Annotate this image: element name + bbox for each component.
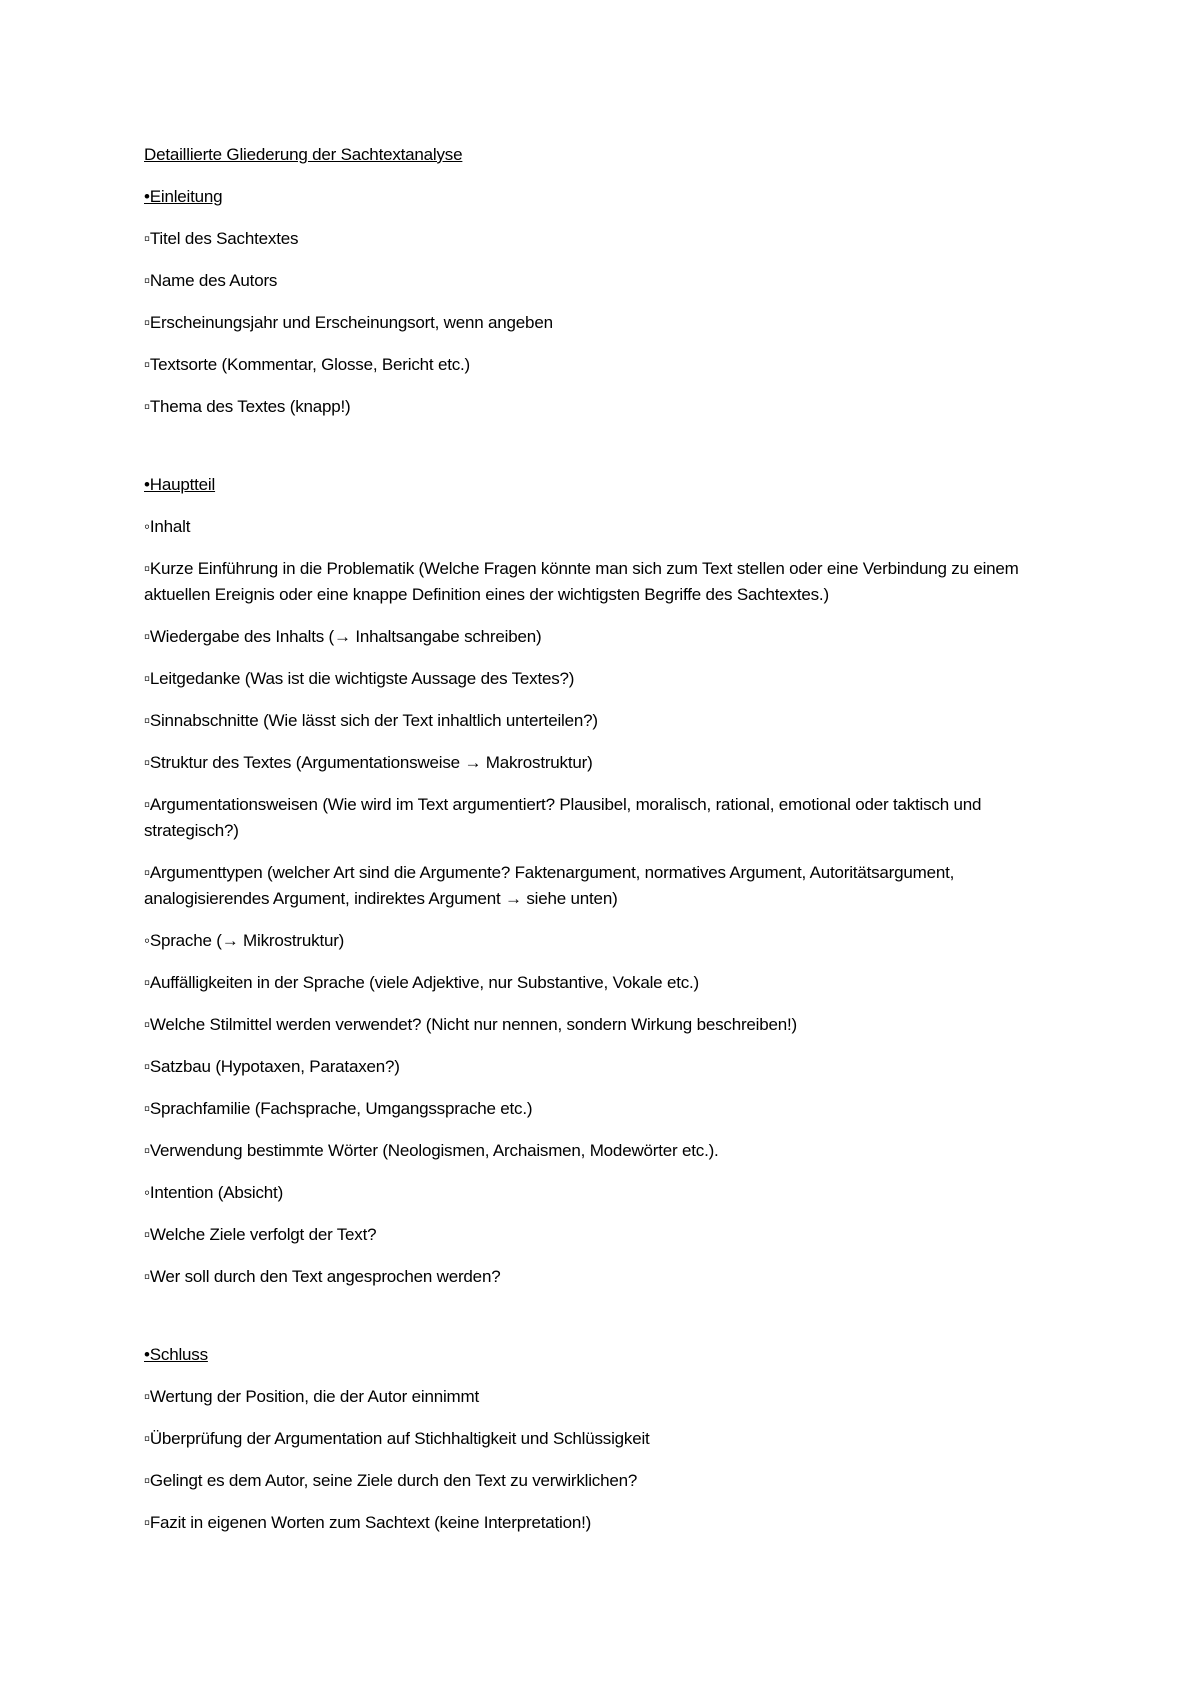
section-heading-hauptteil: •Hauptteil <box>144 475 216 494</box>
list-item: ▫Struktur des Textes (Argumentationsweise → Makrostruktur) <box>144 753 593 772</box>
list-item: ▫Sinnabschnitte (Wie lässt sich der Text inhaltlich unterteilen?) <box>144 711 598 730</box>
list-item: ▫Argumenttypen (welcher Art sind die Argumente? Faktenargument, normatives Argument, Autoritätsargument, analogisierendes Argument, indirektes Argument → siehe unten) <box>144 863 955 908</box>
subheading-inhalt: ◦Inhalt <box>144 517 191 536</box>
list-item: ▫Verwendung bestimmte Wörter (Neologismen, Archaismen, Modewörter etc.). <box>144 1141 719 1160</box>
list-item: ▫Fazit in eigenen Worten zum Sachtext (keine Interpretation!) <box>144 1513 592 1532</box>
list-item: ▫Thema des Textes (knapp!) <box>144 397 351 416</box>
list-item: ▫Welche Ziele verfolgt der Text? <box>144 1225 377 1244</box>
list-item: ▫Auffälligkeiten in der Sprache (viele Adjektive, nur Substantive, Vokale etc.) <box>144 973 700 992</box>
list-item: ▫Textsorte (Kommentar, Glosse, Bericht etc.) <box>144 355 471 374</box>
list-item: ▫Titel des Sachtextes <box>144 229 299 248</box>
section-spacer <box>144 436 1064 472</box>
section-spacer <box>144 1306 1064 1342</box>
document-page <box>144 142 1064 1552</box>
section-heading-einleitung: •Einleitung <box>144 187 223 206</box>
list-item: ▫Leitgedanke (Was ist die wichtigste Aussage des Textes?) <box>144 669 575 688</box>
list-item: ▫Satzbau (Hypotaxen, Parataxen?) <box>144 1057 400 1076</box>
list-item: ▫Wiedergabe des Inhalts (→ Inhaltsangabe schreiben) <box>144 627 542 646</box>
list-item: ▫Kurze Einführung in die Problematik (Welche Fragen könnte man sich zum Text stellen oder eine Verbindung zu einem aktuellen Ereignis oder eine knappe Definition eines der wichtigsten Begriffe des Sachtextes.) <box>144 559 1019 604</box>
list-item: ▫Gelingt es dem Autor, seine Ziele durch den Text zu verwirklichen? <box>144 1471 638 1490</box>
list-item: ▫Wer soll durch den Text angesprochen werden? <box>144 1267 501 1286</box>
list-item: ▫Wertung der Position, die der Autor einnimmt <box>144 1387 479 1406</box>
list-item: ▫Erscheinungsjahr und Erscheinungsort, wenn angeben <box>144 313 553 332</box>
subheading-intention: ◦Intention (Absicht) <box>144 1183 284 1202</box>
list-item: ▫Überprüfung der Argumentation auf Stichhaltigkeit und Schlüssigkeit <box>144 1429 650 1448</box>
section-heading-schluss: •Schluss <box>144 1345 208 1364</box>
list-item: ▫Welche Stilmittel werden verwendet? (Nicht nur nennen, sondern Wirkung beschreiben!) <box>144 1015 797 1034</box>
list-item: ▫Argumentationsweisen (Wie wird im Text argumentiert? Plausibel, moralisch, rational, emotional oder taktisch und strategisch?) <box>144 795 982 840</box>
list-item: ▫Name des Autors <box>144 271 278 290</box>
document-title: Detaillierte Gliederung der Sachtextanalyse <box>144 145 463 164</box>
list-item: ▫Sprachfamilie (Fachsprache, Umgangssprache etc.) <box>144 1099 533 1118</box>
subheading-sprache: ◦Sprache (→ Mikrostruktur) <box>144 931 345 950</box>
